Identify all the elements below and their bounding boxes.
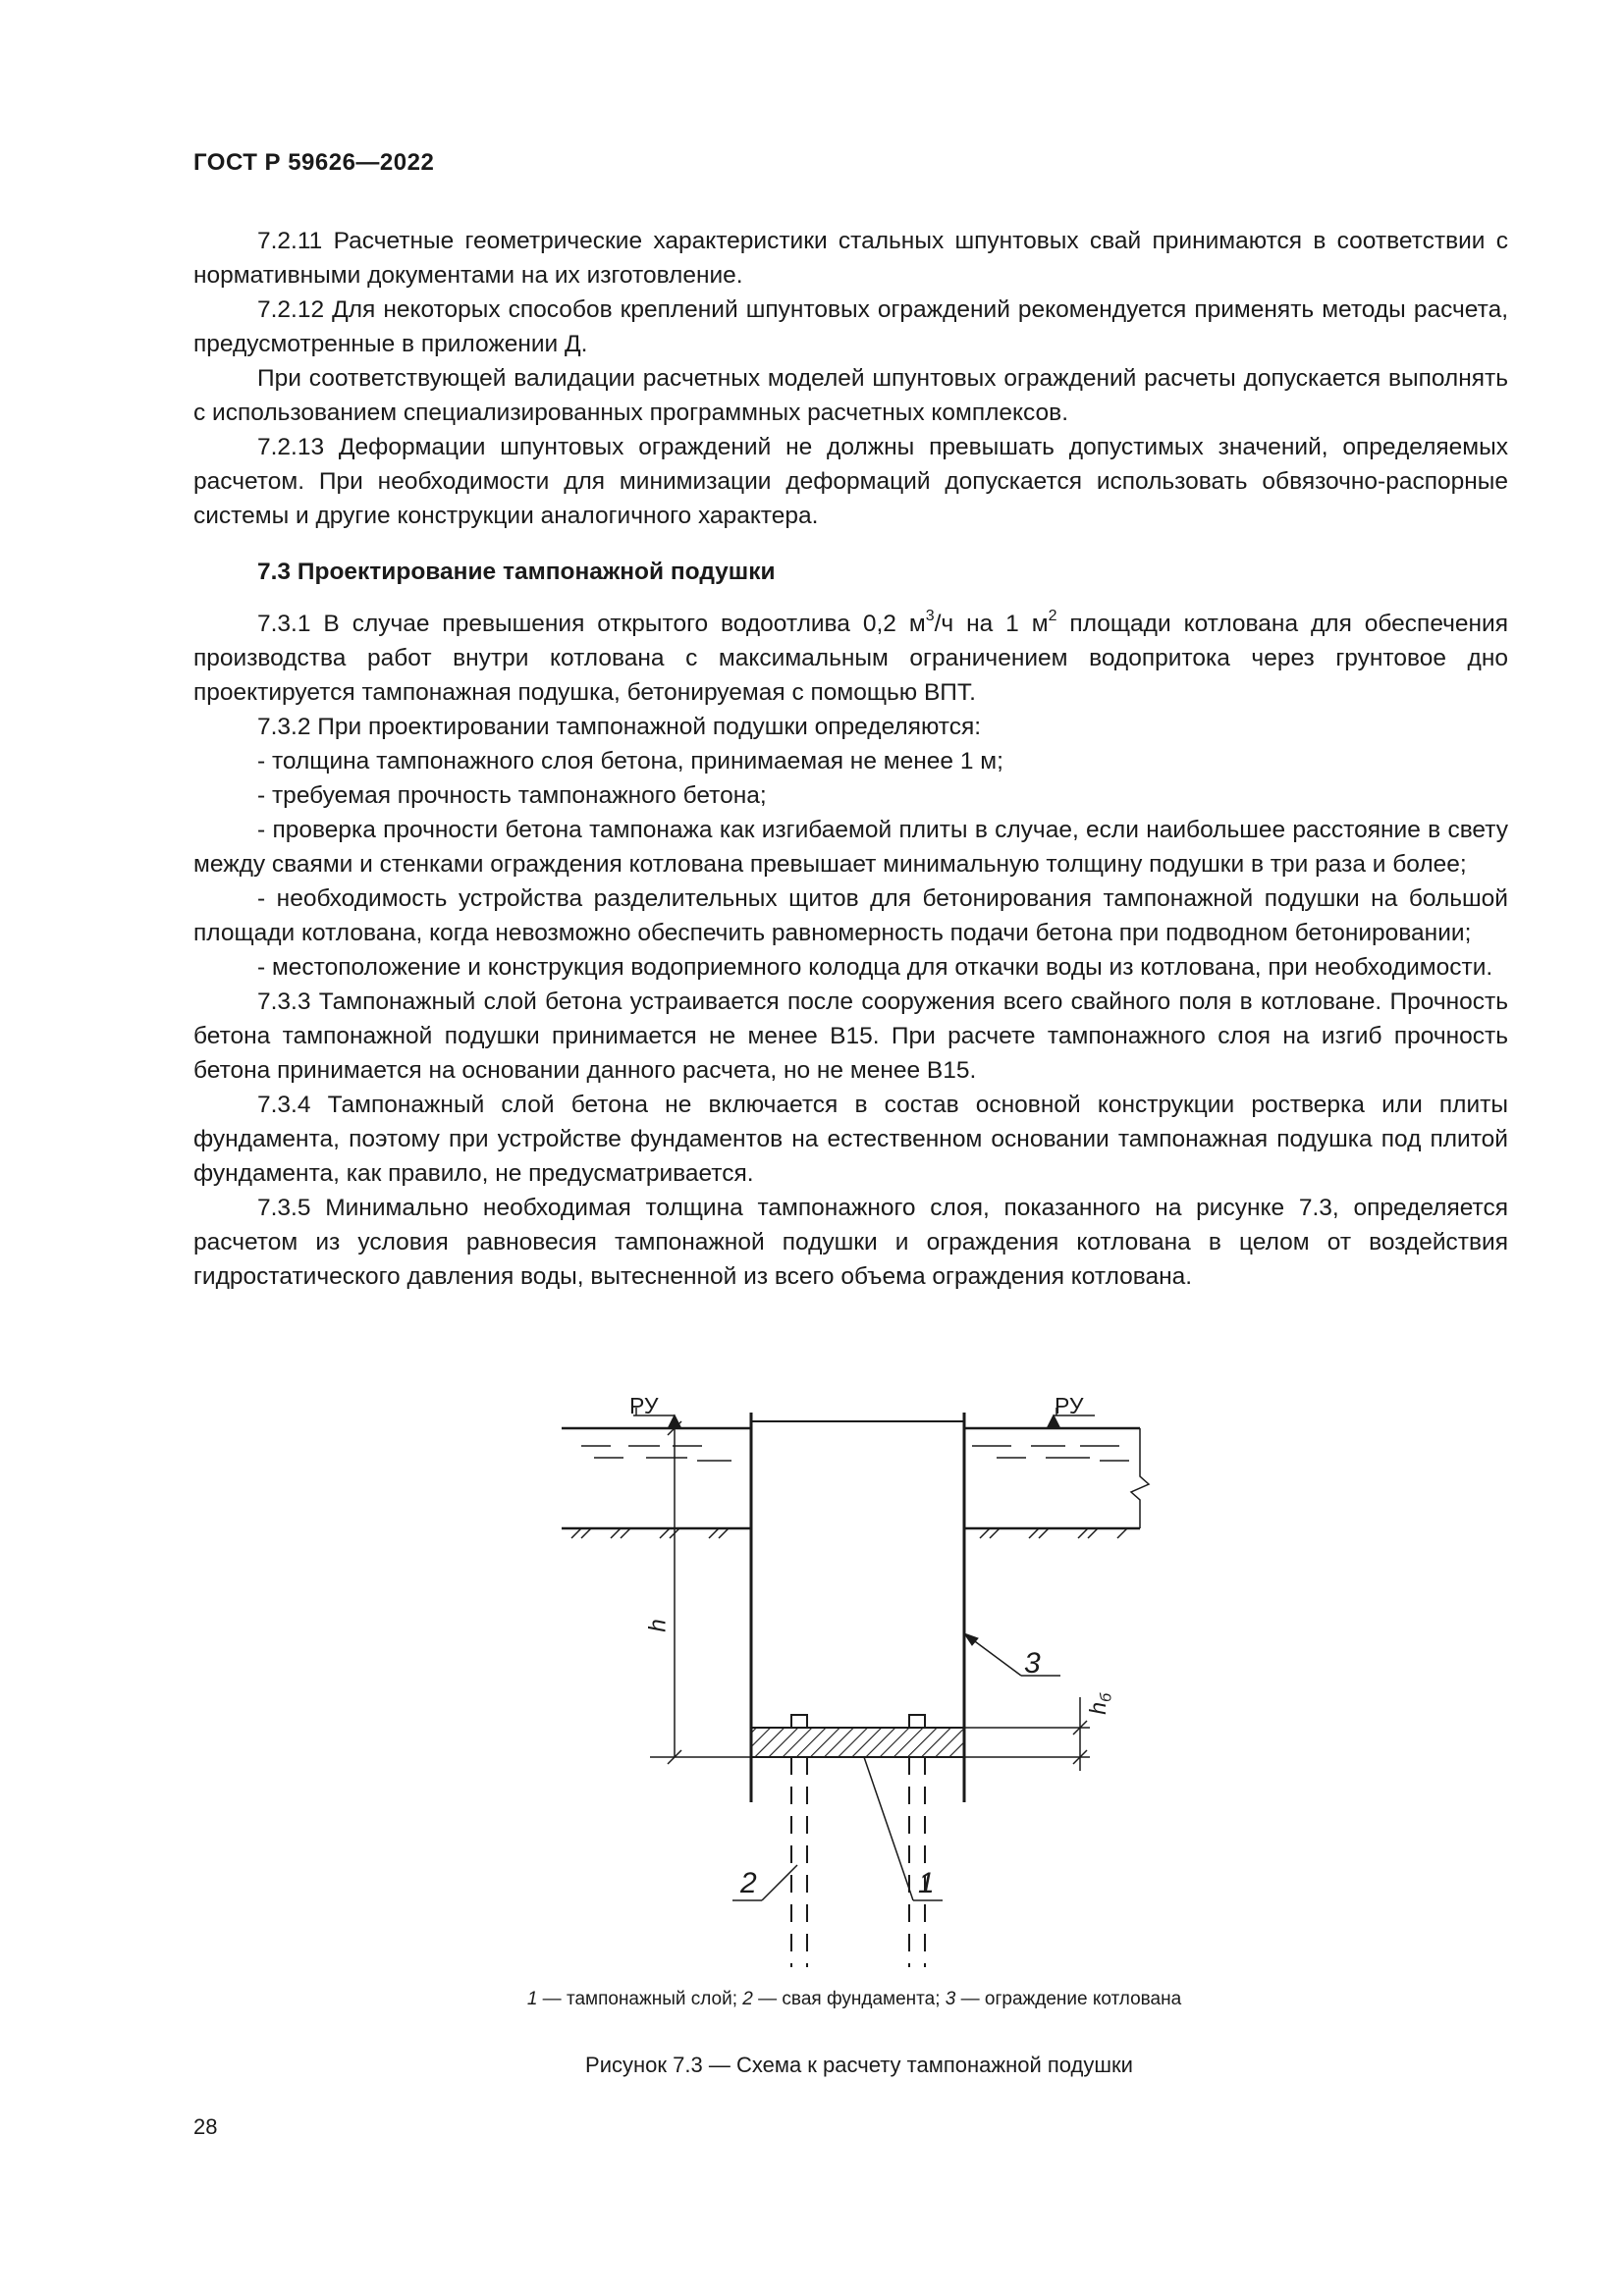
- paragraph-7-3-3: 7.3.3 Тампонажный слой бетона устраивается после сооружения всего свайного поля в котловане. Прочность бетона тампонажной подушки принимается не менее В15. При расчете тампонажного слоя на изгиб прочность бетона принимается на основании данного расчета, но не менее В15.: [193, 988, 1508, 1084]
- label-2: 2: [740, 1867, 757, 1899]
- tamponage-layer: [751, 1728, 964, 1757]
- label-3: 3: [1024, 1647, 1041, 1680]
- figure-7-3-diagram: [530, 1393, 1159, 1967]
- paragraph-7-2-13: 7.2.13 Деформации шпунтовых ограждений не должны превышать допустимых значений, определяемых расчетом. При необходимости для минимизации деформаций допускается использовать обвязочно-распорные системы и другие конструкции аналогичного характера.: [193, 434, 1508, 529]
- paragraph-7-2-11: 7.2.11 Расчетные геометрические характеристики стальных шпунтовых свай принимаются в соответствии с нормативными документами на их изготовление.: [193, 228, 1508, 289]
- page-number: 28: [193, 2114, 218, 2139]
- water-level-label-right: РУ: [1055, 1393, 1084, 1418]
- list-item: - толщина тампонажного слоя бетона, принимаемая не менее 1 м;: [257, 748, 1003, 774]
- paragraph-7-3-5: 7.3.5 Минимально необходимая толщина тампонажного слоя, показанного на рисунке 7.3, определяется расчетом из условия равновесия тампонажной подушки и ограждения котлована в целом от воздействия гидростатического давления воды, вытесненной из всего объема ограждения котлована.: [193, 1195, 1508, 1290]
- paragraph-7-2-12: 7.2.12 Для некоторых способов креплений шпунтовых ограждений рекомендуется применять методы расчета, предусмотренные в приложении Д.: [193, 296, 1508, 357]
- paragraph-7-3-4: 7.3.4 Тампонажный слой бетона не включается в состав основной конструкции ростверка или плиты фундамента, поэтому при устройстве фундаментов на естественном основании тампонажная подушка под плитой фундамента, как правило, не предусматривается.: [193, 1092, 1508, 1187]
- paragraph-7-3-1: 7.3.1 В случае превышения открытого водоотлива 0,2 $м^3/ч$ на 1 $м^2$ площади котлована для обеспечения производства работ внутри котлована с максимальным ограничением водопритока через грунтовое дно проектируется тампонажная подушка, бетонируемая с помощью ВПТ.: [193, 607, 1508, 706]
- figure-legend: 1 — тампонажный слой; 2 — свая фундамента; 3 — ограждение котлована: [526, 1989, 1182, 2009]
- list-item: - местоположение и конструкция водоприемного колодца для откачки воды из котлована, при необходимости.: [257, 954, 1493, 981]
- break-line: [1131, 1428, 1149, 1528]
- list-item: - проверка прочности бетона тампонажа как изгибаемой плиты в случае, если наибольшее расстояние в свету между сваями и стенками ограждения котлована превышает минимальную толщину подушки в три раза и более;: [193, 817, 1508, 878]
- foundation-piles: [791, 1757, 925, 1967]
- figure-caption: Рисунок 7.3 — Схема к расчету тампонажной подушки: [585, 2053, 1133, 2077]
- paragraph-validation: При соответствующей валидации расчетных моделей шпунтовых ограждений расчеты допускается выполнять с использованием специализированных программных расчетных комплексов.: [193, 365, 1508, 426]
- document-header: ГОСТ Р 59626—2022: [193, 149, 435, 176]
- main-text: [193, 224, 1508, 1294]
- label-1: 1: [918, 1867, 935, 1899]
- list-item: - требуемая прочность тампонажного бетона;: [257, 782, 767, 809]
- dimension-hb-label: $h_б$: [1085, 1692, 1115, 1715]
- water-level-label-left: РУ: [629, 1393, 659, 1418]
- list-item: - необходимость устройства разделительных щитов для бетонирования тампонажной подушки на большой площади котлована, когда невозможно обеспечить равномерность подачи бетона при подводном бетонировании;: [193, 885, 1508, 946]
- scheme-drawing: [530, 1398, 1159, 1967]
- paragraph-7-3-2: 7.3.2 При проектировании тампонажной подушки определяются:: [257, 714, 982, 740]
- dimension-h-label: h: [644, 1619, 672, 1632]
- section-heading-7-3: 7.3 Проектирование тампонажной подушки: [257, 559, 776, 585]
